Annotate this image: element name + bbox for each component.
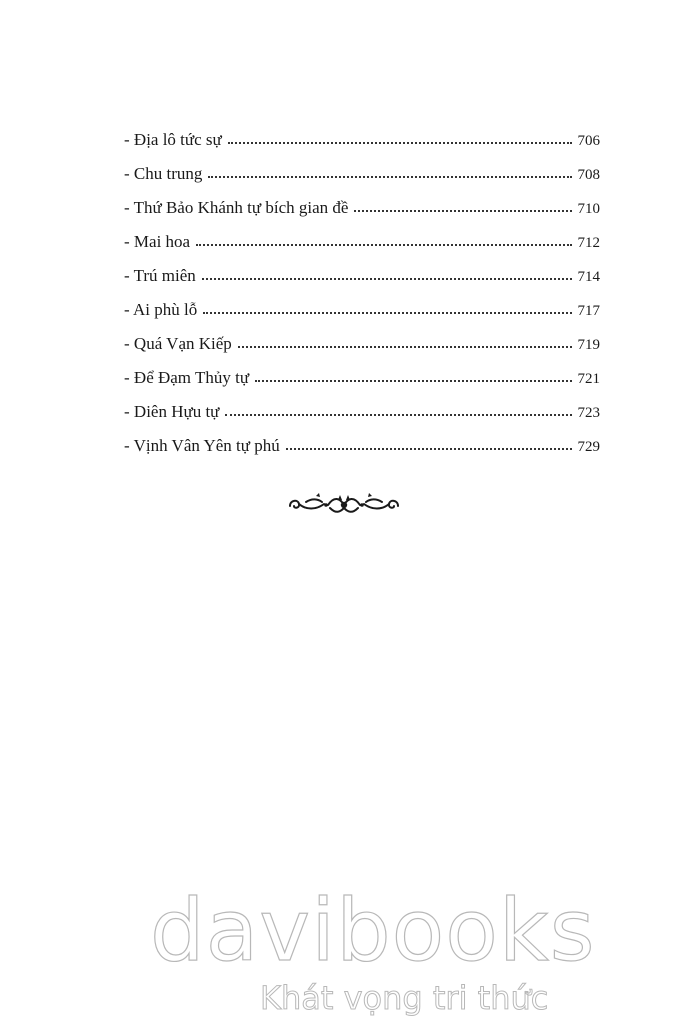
- toc-entry-title: - Vịnh Vân Yên tự phú: [124, 436, 280, 455]
- toc-entry-title: - Để Đạm Thủy tự: [124, 368, 250, 387]
- toc-dot-leader: [228, 142, 572, 144]
- toc-entry: [124, 434, 600, 468]
- toc-entry-page: 717: [577, 303, 600, 319]
- toc-dot-leader: [255, 380, 571, 382]
- toc-dot-leader: [225, 414, 571, 416]
- toc-entry-page: 723: [577, 405, 600, 421]
- toc-entry: [124, 400, 600, 434]
- toc-entry-title: - Quá Vạn Kiếp: [124, 334, 232, 353]
- toc-entry-title: - Ai phù lỗ: [124, 300, 198, 319]
- toc-entry: [124, 162, 600, 196]
- toc-entry-title: - Diên Hựu tự: [124, 402, 220, 421]
- toc-entry-title: - Địa lô tức sự: [124, 130, 222, 149]
- toc-entry-page: 708: [577, 167, 600, 183]
- toc-entry-title: - Thứ Bảo Khánh tự bích gian đề: [124, 198, 349, 217]
- toc-entry-title: - Chu trung: [124, 164, 203, 183]
- toc-entry-page: 710: [577, 201, 600, 217]
- toc-entry: [124, 196, 600, 230]
- toc-entry: [124, 128, 600, 162]
- toc-entry: [124, 298, 600, 332]
- toc-entry-page: 719: [577, 337, 600, 353]
- toc-dot-leader: [203, 312, 571, 314]
- table-of-contents: [124, 128, 600, 468]
- toc-entry-title: - Mai hoa: [124, 232, 191, 251]
- toc-dot-leader: [286, 448, 572, 450]
- toc-entry: [124, 264, 600, 298]
- toc-dot-leader: [208, 176, 571, 178]
- toc-entry-page: 712: [577, 235, 600, 251]
- toc-entry: [124, 332, 600, 366]
- toc-dot-leader: [196, 244, 571, 246]
- toc-dot-leader: [238, 346, 572, 348]
- toc-entry-page: 706: [577, 133, 600, 149]
- toc-entry-page: 729: [577, 439, 600, 455]
- toc-entry: [124, 230, 600, 264]
- ornamental-divider-icon: [286, 490, 402, 520]
- toc-dot-leader: [354, 210, 571, 212]
- watermark-brand: davibooks: [150, 881, 596, 981]
- toc-entry-page: 714: [577, 269, 600, 285]
- toc-entry: [124, 366, 600, 400]
- toc-entry-page: 721: [577, 371, 600, 387]
- toc-dot-leader: [202, 278, 572, 280]
- watermark-slogan: Khát vọng tri thức: [260, 979, 549, 1017]
- toc-entry-title: - Trú miên: [124, 266, 196, 285]
